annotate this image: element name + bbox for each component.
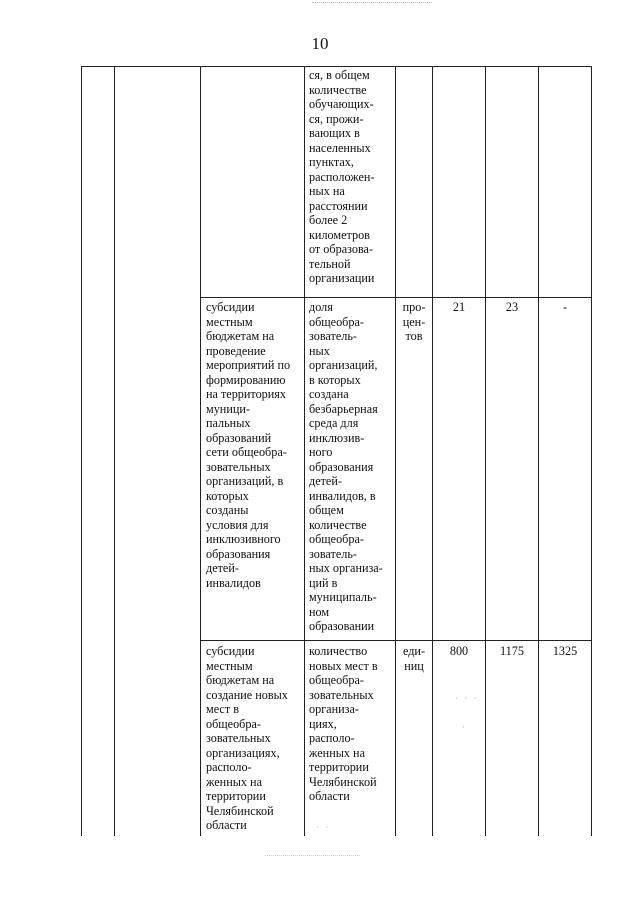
table-column-divider: [114, 66, 115, 836]
page-number: 10: [311, 34, 329, 53]
table-column-divider: [485, 66, 486, 836]
table-row-3-value-1: 800: [449, 644, 469, 658]
table-border-top: [81, 66, 592, 67]
table-row-2-value-1: 21: [452, 300, 466, 314]
scan-speck: · · ·: [455, 693, 479, 703]
table-column-divider: [538, 66, 539, 836]
table-row-divider: [200, 297, 592, 298]
scan-artifact-top: [312, 2, 432, 6]
table-column-divider: [200, 66, 201, 836]
table-border-left: [81, 66, 82, 836]
table-row-2-indicator: доля общеобра- зователь- ных организаций, в которых создана безбарьерная среда для инклюзив- ного образования детей- инвалидов, в общем количестве общеобра- зователь- ных организа- ций в муниципаль- ном образовании: [309, 300, 383, 633]
table-row-2-value-3: -: [562, 300, 568, 314]
table-row-2-measure: субсидии местным бюджетам на проведение мероприятий по формированию на территориях муници- пальных образований сети общеобра- зовательных организаций, в которых созданы условия для инклюзивного образования детей- инвалидов: [206, 300, 291, 590]
table-row-3-value-2: 1175: [500, 644, 524, 658]
scan-artifact-bottom: [265, 855, 360, 859]
table-column-divider: [432, 66, 433, 836]
table-row-3-indicator: количество новых мест в общеобра- зовательных организа- циях, располо- женных на территории Челябинской области: [309, 644, 378, 803]
table-row-3-measure: субсидии местным бюджетам на создание новых мест в общеобра- зовательных организациях, располо- женных на территории Челябинской области: [206, 644, 288, 832]
table-row-3-unit: еди- ниц: [402, 644, 426, 673]
scan-speck: ·: [462, 722, 467, 732]
table-row-divider: [200, 640, 592, 641]
table-row-1-indicator: ся, в общем количестве обучающих- ся, прожи- вающих в населенных пунктах, расположен- ных на расстоянии более 2 километров от образова- тельной организации: [309, 68, 375, 285]
table-row-2-unit: про- цен- тов: [402, 300, 426, 343]
table-row-3-value-3: 1325: [552, 644, 578, 658]
table-column-divider: [395, 66, 396, 836]
table-column-divider: [304, 66, 305, 836]
table-row-2-value-2: 23: [505, 300, 519, 314]
table-border-right: [591, 66, 592, 836]
scan-speck: · ·: [316, 822, 331, 832]
